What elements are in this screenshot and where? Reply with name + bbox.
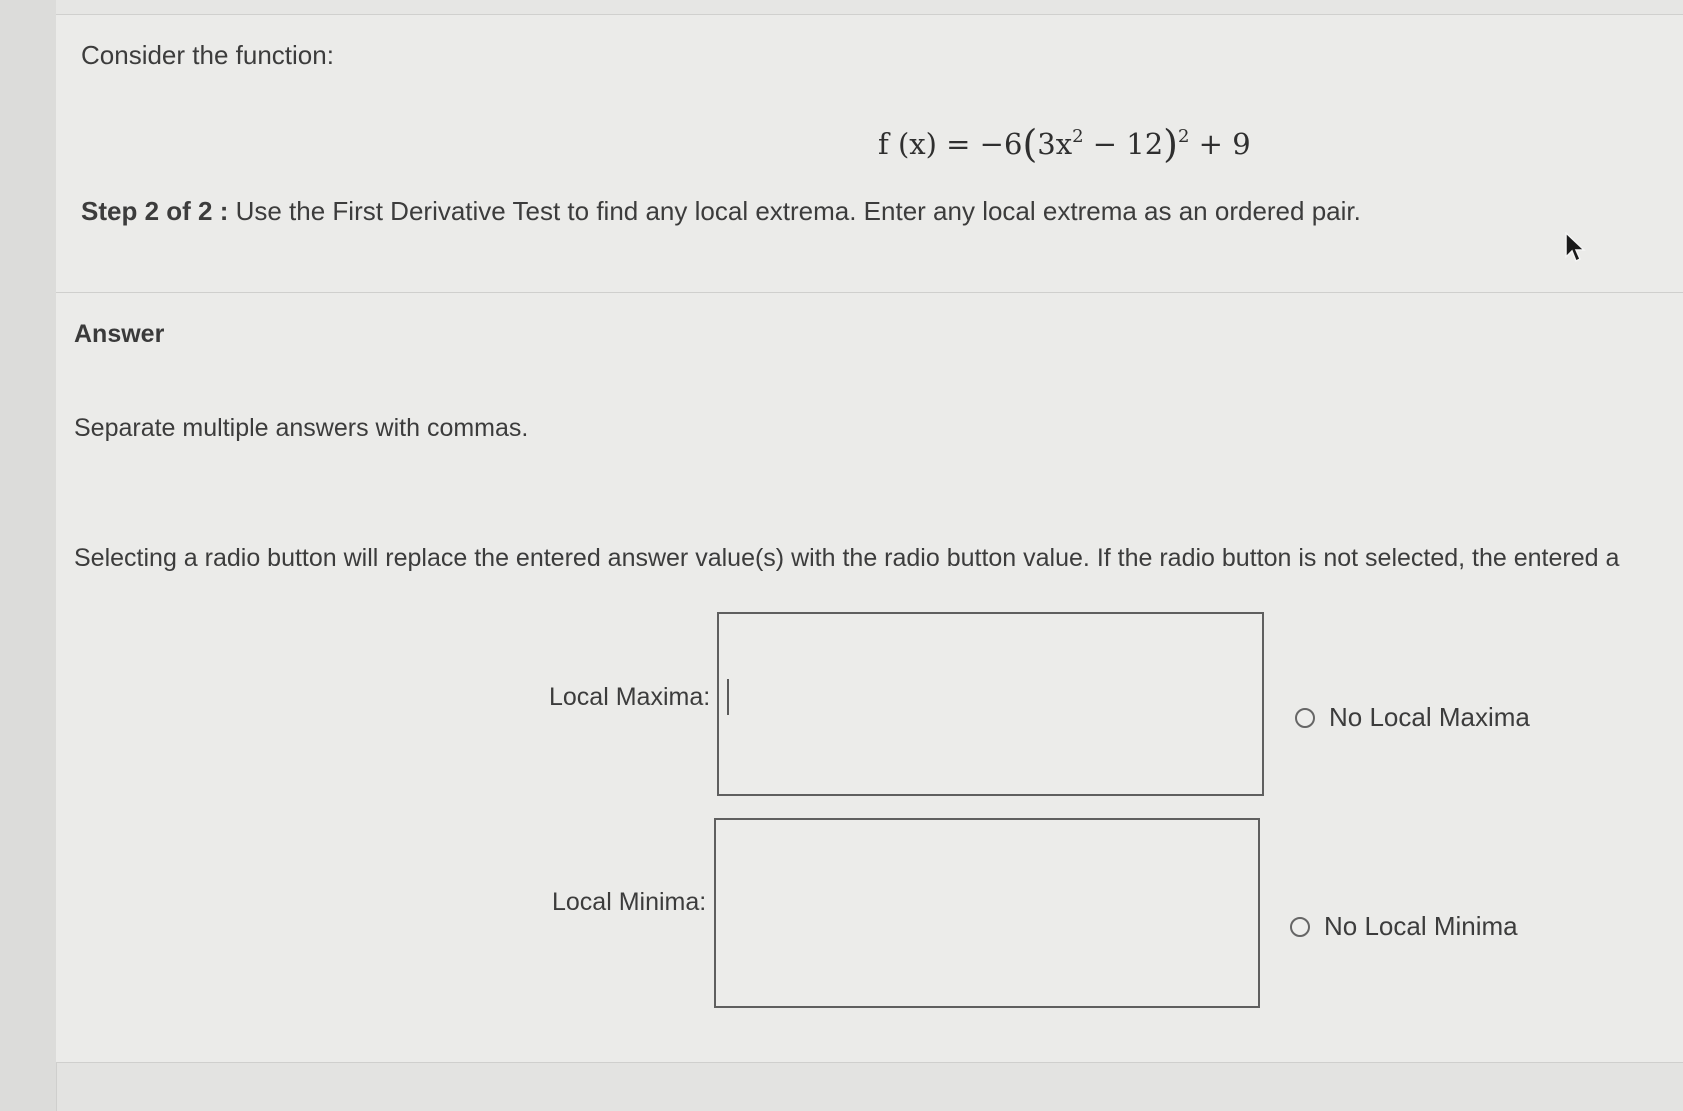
step-instructions (81, 196, 1361, 227)
bottom-divider (56, 1062, 1683, 1063)
formula-lhs: f (x) (878, 127, 937, 161)
formula-eq: = −6 (936, 127, 1023, 161)
no-local-maxima-radio[interactable] (1295, 702, 1530, 733)
top-divider (56, 0, 1683, 15)
formula-inner-b: − 12 (1083, 127, 1164, 161)
local-maxima-input[interactable] (717, 612, 1264, 796)
separate-answers-hint: Separate multiple answers with commas. (74, 414, 529, 442)
formula-open-paren: ( (1022, 122, 1038, 166)
radio-circle-icon[interactable] (1290, 917, 1310, 937)
answer-heading: Answer (74, 320, 165, 348)
left-margin-strip (0, 0, 57, 1111)
formula-inner-exponent: 2 (1072, 126, 1084, 147)
formula-outer-exponent: 2 (1178, 126, 1190, 147)
formula-close-paren: ) (1163, 122, 1178, 166)
local-minima-label: Local Minima: (552, 888, 707, 916)
question-intro: Consider the function: (81, 40, 334, 70)
no-local-maxima-label: No Local Maxima (1329, 702, 1530, 732)
no-local-minima-label: No Local Minima (1324, 911, 1518, 941)
local-minima-input[interactable] (714, 818, 1260, 1008)
step-label: Step 2 of 2 : (81, 196, 229, 226)
radio-button-hint: Selecting a radio button will replace the entered answer value(s) with the radio button value. If the radio button is not selected, the entered a (74, 544, 1620, 572)
step-text: Use the First Derivative Test to find any local extrema. Enter any local extrema as an ordered pair. (228, 196, 1361, 226)
no-local-minima-radio[interactable] (1290, 911, 1518, 942)
radio-circle-icon[interactable] (1295, 708, 1315, 728)
formula-inner-a: 3x (1037, 127, 1073, 161)
mouse-pointer-icon (1564, 232, 1586, 264)
section-divider (56, 292, 1683, 293)
formula-tail: + 9 (1189, 127, 1251, 161)
text-caret (727, 679, 729, 715)
local-maxima-label: Local Maxima: (549, 683, 711, 711)
function-formula (878, 122, 1251, 166)
